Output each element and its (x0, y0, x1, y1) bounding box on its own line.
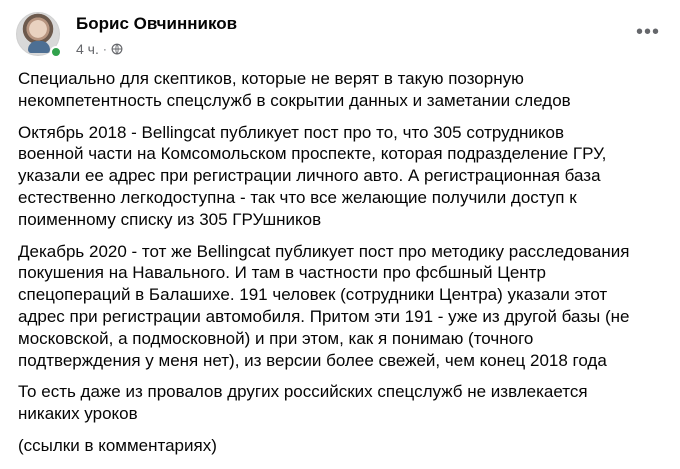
online-status-indicator (50, 46, 62, 58)
post-paragraph: Специально для скептиков, которые не верят в такую позорную некомпетентность спецслужб в сокрытии данных и заметании следов (18, 69, 571, 110)
post-time[interactable]: 4 ч. (76, 41, 99, 57)
post-header (16, 10, 664, 62)
post-paragraph: Октябрь 2018 - Bellingcat публикует пост про то, что 305 сотрудников военной части на Комсомольском проспекте, которая подразделение ГРУ, указали ее адрес при регистрации личного авто. А регистрационная база естественно легкодоступна - так что все желающие получили доступ к поименному списку из 305 ГРУшников (18, 122, 607, 229)
post-paragraph: (ссылки в комментариях) (18, 435, 217, 455)
globe-icon[interactable] (111, 43, 123, 55)
post-body (18, 68, 662, 467)
post-paragraph: То есть даже из провалов других российских спецслужб не извлекается никаких уроков (18, 382, 588, 424)
post-meta (76, 40, 123, 58)
meta-separator: · (102, 42, 107, 56)
post-paragraph: Декабрь 2020 - тот же Bellingcat публикует пост про методику расследования покушения на Навального. И там в частности про фсбшный Центр спецопераций в Балашихе. 191 человек (сотрудники Центра) указали этот адрес при регистрации автомобиля. Притом эти 191 - уже из другой базы (не московской, а подмосковной) и при этом, как я понимаю (точного подтверждения у меня нет), из версии более свежей, чем конец 2018 года (18, 241, 630, 370)
more-options-button[interactable]: ••• (635, 21, 660, 43)
author-name[interactable]: Борис Овчинников (76, 14, 238, 33)
